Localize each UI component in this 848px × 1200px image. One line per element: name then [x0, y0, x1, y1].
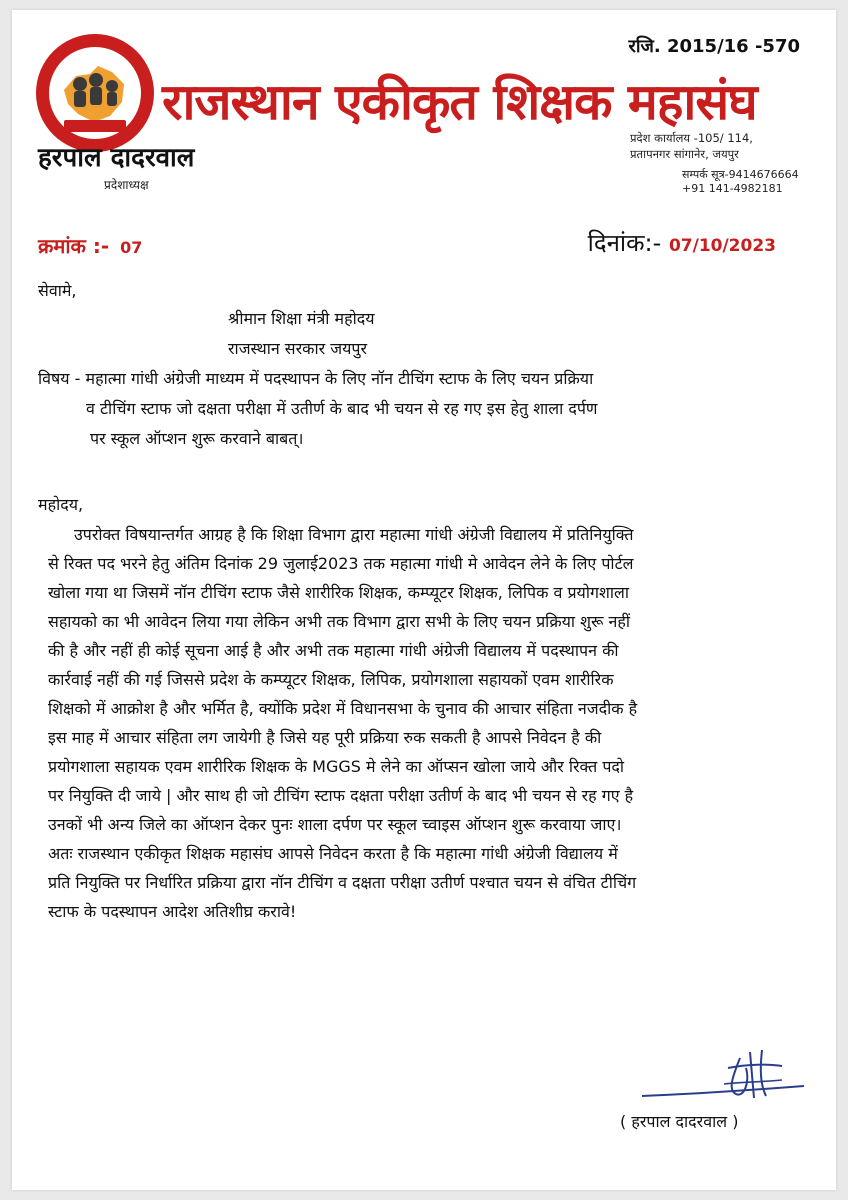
date-value: 07/10/2023 [668, 236, 776, 256]
registration-number: रजि. 2015/16 -570 [628, 36, 800, 57]
paragraph-line: उपरोक्त विषयान्तर्गत आग्रह है कि शिक्षा विभाग द्वारा महात्मा गांधी अंग्रेजी विद्यालय में प्रतिनियुक्ति [74, 525, 634, 544]
organization-logo-seal [34, 32, 156, 154]
contact-info [682, 168, 799, 196]
president-title: प्रदेशाध्यक्ष [104, 178, 149, 192]
paragraph-line: उनकों भी अन्य जिले का ऑप्शन देकर पुनः शाला दर्पण पर स्कूल च्वाइस ऑप्शन शुरू करवाया जाए। [48, 815, 622, 834]
paragraph-line: प्रयोगशाला सहायक एवम शारीरिक शिक्षक के MGGS मे लेने का ऑप्सन खोला जाये और रिक्त पदो [48, 757, 625, 776]
letter-date [588, 226, 776, 259]
handwritten-signature [632, 1038, 812, 1108]
address-line: प्रदेश कार्यालय -105/ 114, [630, 131, 753, 145]
paragraph-line: प्रति नियुक्ति पर निर्धारित प्रक्रिया द्वारा नॉन टीचिंग व दक्षता परीक्षा उतीर्ण पश्चात चयन से वंचित टीचिंग [48, 873, 637, 892]
reference-number [38, 232, 142, 259]
date-label: दिनांक:- [587, 229, 662, 257]
letter-paragraph [38, 522, 828, 925]
letter-page [12, 10, 836, 1190]
paragraph-line: सहायको का भी आवेदन लिया गया लेकिन अभी तक विभाग द्वारा सभी के लिए चयन प्रक्रिया शुरू नहीं [48, 612, 631, 631]
greeting: महोदय, [38, 495, 84, 514]
recipient-line: श्रीमान शिक्षा मंत्री महोदय [228, 309, 375, 328]
address-line: प्रतापनगर सांगानेर, जयपुर [630, 147, 739, 161]
reference-value: 07 [120, 238, 143, 257]
paragraph-line: पर नियुक्ति दी जाये | और साथ ही जो टीचिंग स्टाफ दक्षता परीक्षा उतीर्ण के बाद भी चयन से रह गए है [48, 786, 634, 805]
subject-line: पर स्कूल ऑप्शन शुरू करवाने बाबत्। [90, 429, 304, 448]
paragraph-line: स्टाफ के पदस्थापन आदेश अतिशीघ्र करावे! [48, 902, 297, 921]
reference-label: क्रमांक :- [38, 234, 110, 258]
office-address [630, 130, 753, 162]
paragraph-line: खोला गया था जिसमें नॉन टीचिंग स्टाफ जैसे शारीरिक शिक्षक, कम्प्यूटर शिक्षक, लिपिक व प्रयोगशाला [48, 583, 629, 602]
subject-line: व टीचिंग स्टाफ जो दक्षता परीक्षा में उतीर्ण के बाद भी चयन से रह गए इस हेतु शाला दर्पण [86, 399, 598, 418]
recipient-line: राजस्थान सरकार जयपुर [228, 339, 368, 358]
paragraph-line: की है और नहीं ही कोई सूचना आई है और अभी तक महात्मा गांधी अंग्रेजी विद्यालय में पदस्थापन की [48, 641, 619, 660]
president-name: हरपाल दादरवाल [38, 143, 195, 173]
salutation: सेवामे, [38, 281, 77, 300]
organization-name: राजस्थान एकीकृत शिक्षक महासंघ [162, 73, 757, 131]
paragraph-line: अतः राजस्थान एकीकृत शिक्षक महासंघ आपसे निवेदन करता है कि महात्मा गांधी अंग्रेजी विद्यालय में [48, 844, 618, 863]
subject-line: विषय - महात्मा गांधी अंग्रेजी माध्यम में पदस्थापन के लिए नॉन टीचिंग स्टाफ के लिए चयन प्रक्रिया [38, 369, 594, 388]
contact-phone: +91 141-4982181 [682, 182, 783, 195]
paragraph-line: से रिक्त पद भरने हेतु अंतिम दिनांक 29 जुलाई2023 तक महात्मा गांधी मे आवेदन लेने के लिए पोर्टल [48, 554, 634, 573]
letter-body [38, 278, 828, 925]
paragraph-line: शिक्षको में आक्रोश है और भर्मित है, क्योंकि प्रदेश में विधानसभा के चुनाव की आचार संहिता नजदीक है [48, 699, 638, 718]
paragraph-line: इस माह में आचार संहिता लग जायेगी है जिसे यह पूरी प्रक्रिया रुक सकती है आपसे निवेदन है की [48, 728, 602, 747]
signatory-name: ( हरपाल दादरवाल ) [620, 1112, 739, 1131]
paragraph-line: कार्रवाई नहीं की गई जिससे प्रदेश के कम्प्यूटर शिक्षक, लिपिक, प्रयोगशाला सहायकों एवम शारीरिक [48, 670, 614, 689]
contact-phone: सम्पर्क सूत्र-9414676664 [682, 168, 799, 181]
